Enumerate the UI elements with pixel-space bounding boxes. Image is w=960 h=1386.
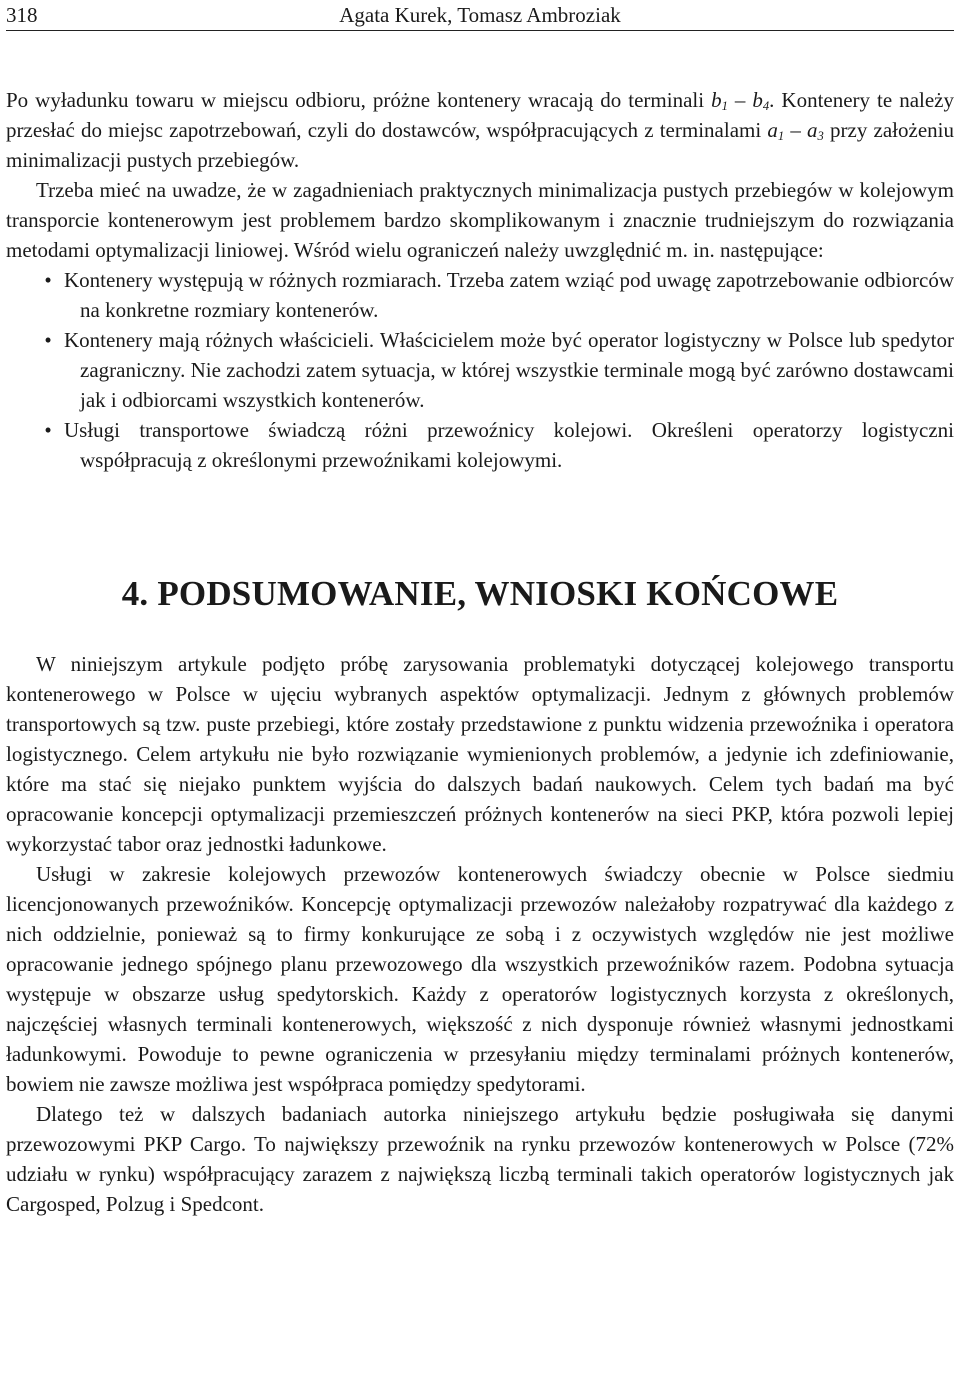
section-paragraph: W niniejszym artykule podjęto próbę zarysowania problematyki dotyczącej kolejowego transportu kontenerowego w Polsce w ujęciu wybranych aspektów optymalizacji. Jednym z głównych problemów transportowych są tzw. puste przebiegi, które zostały przedstawione z punktu widzenia przewoźnika i operatora logistycznego. Celem artykułu nie było rozwiązanie wymienionych problemów, a jedynie ich zdefiniowanie, które ma stać się niejako punktem wyjścia do dalszych badań naukowych. Celem tych badań ma być opracowanie koncepcji optymalizacji przemieszczeń próżnych kontenerów na sieci PKP, która pozwoli lepiej wykorzystać tabor oraz jednostki ładunkowe. [6, 652, 954, 856]
list-item [6, 265, 954, 325]
bullet-icon: • [44, 268, 52, 292]
range-dash: – [727, 88, 753, 112]
constraints-list [6, 265, 954, 475]
section-body [6, 649, 954, 1219]
list-item [6, 325, 954, 415]
bullet-body-text: Trzeba zatem wziąć pod uwagę zapotrzebowanie odbiorców na konkretne rozmiary kontenerów. [80, 268, 954, 322]
section-heading: 4. PODSUMOWANIE, WNIOSKI KOŃCOWE [121, 574, 839, 613]
bullet-icon: • [44, 328, 52, 352]
list-item [6, 415, 954, 475]
range-dash: – [784, 118, 808, 142]
intro-text-2: . Kontenery te należy przesłać do miejsc zapotrzebowań, czyli do dostawców, współpracujących z terminalami [6, 88, 954, 142]
constraints-intro-paragraph: Trzeba mieć na uwadze, że w zagadnieniach praktycznych minimalizacja pustych przebiegów w kolejowym transporcie kontenerowym jest problemem bardzo skomplikowanym i znacznie trudniejszym do rozwiązania metodami optymalizacji liniowej. Wśród wielu ograniczeń należy uwzględnić m. in. następujące: [6, 178, 954, 262]
section-paragraph: Dlatego też w dalszych badaniach autorka niniejszego artykułu będzie posługiwała się danymi przewozowymi PKP Cargo. To największy przewoźnik na rynku przewozów kontenerowych w Polsce (72% udziału w rynku) współpracujący zarazem z największą liczbą terminali takich operatorów logistycznych jak Cargosped, Polzug i Spedcont. [6, 1102, 954, 1216]
header-authors: Agata Kurek, Tomasz Ambroziak [339, 3, 621, 27]
bullet-body-text: Określeni operatorzy logistyczni współpracują z określonymi przewoźnikami kolejowymi. [80, 418, 954, 472]
page-number: 318 [6, 3, 38, 27]
var-b: $b_4$ [752, 88, 770, 114]
running-header [6, 0, 954, 31]
intro-paragraph [6, 85, 954, 175]
var-a: $a_1$ [767, 118, 785, 144]
var-b: $b_1$ [711, 88, 728, 114]
bullet-body-text: Właścicielem może być operator logistyczny w Polsce lub spedytor zagraniczny. Nie zachodzi zatem sytuacja, w której wszystkie terminale mogą być zarówno dostawcami jak i odbiorcami wszystkich kontenerów. [80, 328, 954, 412]
var-a: $a_3$ [807, 118, 824, 144]
bullet-lead-text: Kontenery mają różnych właścicieli. [64, 328, 375, 352]
intro-text-1: Po wyładunku towaru w miejscu odbioru, próżne kontenery wracają do terminali [6, 88, 712, 112]
bullet-lead-text: Kontenery występują w różnych rozmiarach. [64, 268, 442, 292]
document-page [6, 0, 954, 1219]
section-paragraph: Usługi w zakresie kolejowych przewozów kontenerowych świadczy obecnie w Polsce siedmiu licencjonowanych przewoźników. Koncepcję optymalizacji przewozów należałoby rozpatrywać dla każdego z nich oddzielnie, ponieważ są to firmy konkurujące ze sobą i z oczywistych względów nie jest możliwe opracowanie jednego spójnego planu przewozowego dla wszystkich przewoźników razem. Podobna sytuacja występuje w obszarze usług spedytorskich. Każdy z operatorów logistycznych korzysta z określonych, najczęściej własnych terminali kontenerowych, większość z nich dysponuje również własnymi jednostkami ładunkowymi. Powoduje to pewne ograniczenia w przesyłaniu między terminalami próżnych kontenerów, bowiem nie zawsze możliwa jest współpraca pomiędzy spedytorami. [6, 862, 954, 1096]
bullet-lead-text: Usługi transportowe świadczą różni przewoźnicy kolejowi. [64, 418, 633, 442]
intro-text-3: przy założeniu minimalizacji pustych przebiegów. [6, 118, 954, 172]
bullet-icon: • [44, 418, 52, 442]
